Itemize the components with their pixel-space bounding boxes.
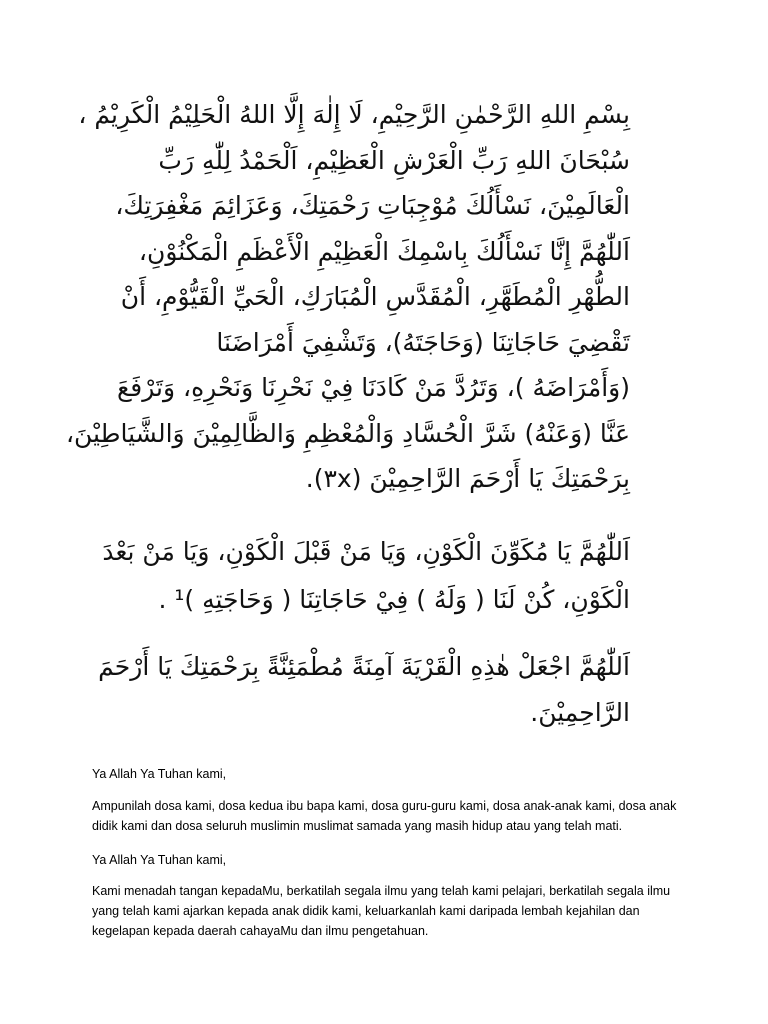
arabic-prayer-second [102,528,630,624]
arabic-line: تَقْضِيَ حَاجَاتِنَا (وَحَاجَتَهُ)، وَتَشْفِيَ أَمْرَاضَنَا [216,327,630,357]
arabic-line: الْعَالَمِيْنَ، نَسْأَلُكَ مُوْجِبَاتِ رَحْمَتِكَ، وَعَزَائِمَ مَغْفِرَتِكَ، [115,191,630,220]
arabic-line: الْكَوْنِ، كُنْ لَنَا ( وَلَهُ ) فِيْ حَاجَاتِنَا ( وَحَاجَتِهِ )¹ . [158,585,630,614]
malay-paragraph-3 [92,850,692,870]
arabic-prayer-third [98,644,630,736]
arabic-line: اَللّٰهُمَّ اجْعَلْ هٰذِهِ الْقَرْيَةَ آمِنَةً مُطْمَئِنَّةً بِرَحْمَتِكَ يَا أَرْحَمَ [98,652,630,681]
arabic-line: بِسْمِ اللهِ الرَّحْمٰنِ الرَّحِيْمِ، لَا إِلٰهَ إِلَّا اللهُ الْحَلِيْمُ الْكَرِيْمُ ، [78,100,630,129]
paragraph-text: Ya Allah Ya Tuhan kami, [92,853,227,867]
paragraph-text: Kami menadah tangan kepadaMu, berkatilah segala ilmu yang telah kami pelajari, berkatilah segala ilmu yang telah kami ajarkan kepada anak didik kami, keluarkanlah kami daripada lembah kejahilan dan kegelapan kepada daerah cahayaMu dan ilmu pengetahuan. [92,884,671,938]
arabic-line: الرَّاحِمِيْنَ. [530,698,630,727]
arabic-line: الطُّهْرِ الْمُطَهَّرِ، الْمُقَدَّسِ الْمُبَارَكِ، الْحَيِّ الْقَيُّوْمِ، أَنْ [120,282,630,311]
arabic-prayer-main [65,92,630,502]
paragraph-text: Ampunilah dosa kami, dosa kedua ibu bapa kami, dosa guru-guru kami, dosa anak-anak kami, dosa anak didik kami dan dosa seluruh muslimin muslimat samada yang masih hidup atau yang telah mati. [92,799,677,833]
arabic-line: اَللّٰهُمَّ يَا مُكَوِّنَ الْكَوْنِ، وَيَا مَنْ قَبْلَ الْكَوْنِ، وَيَا مَنْ بَعْدَ [102,537,630,566]
paragraph-text: Ya Allah Ya Tuhan kami, [92,767,227,781]
arabic-line: عَنَّا (وَعَنْهُ) شَرَّ الْحُسَّادِ وَالْمُعْظِمِ وَالظَّالِمِيْنَ وَالشَّيَاطِيْنَ، [65,418,630,448]
arabic-line: بِرَحْمَتِكَ يَا أَرْحَمَ الرَّاحِمِيْنَ (٣x). [305,464,630,493]
malay-paragraph-1 [92,764,692,784]
arabic-line: اَللّٰهُمَّ إِنَّا نَسْأَلُكَ بِاسْمِكَ الْعَظِيْمِ الْأَعْظَمِ الْمَكْنُوْنِ، [138,236,630,266]
arabic-line: (وَأَمْرَاضَهُ )، وَتَرُدَّ مَنْ كَادَنَا فِيْ نَحْرِنَا وَنَحْرِهِ، وَتَرْفَعَ [116,373,630,402]
arabic-line: سُبْحَانَ اللهِ رَبِّ الْعَرْشِ الْعَظِيْمِ، اَلْحَمْدُ لِلّٰهِ رَبِّ [158,145,630,175]
malay-paragraph-4 [92,881,692,941]
malay-paragraph-2 [92,796,692,836]
